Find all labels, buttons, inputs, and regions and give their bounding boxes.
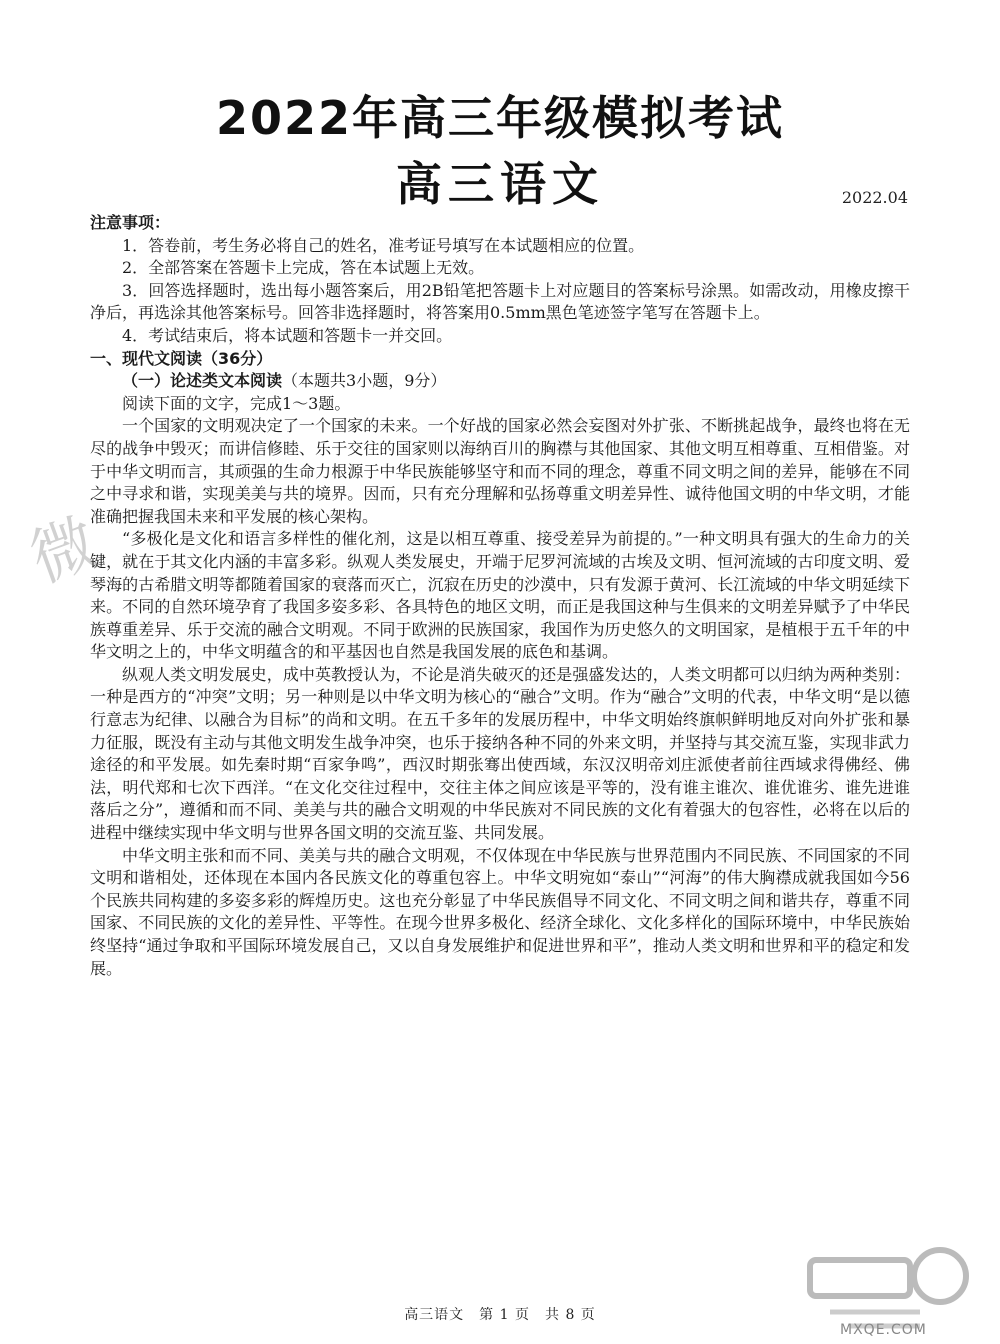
section-title: 一、现代文阅读（36分） — [90, 348, 273, 368]
watermark-char: 微 — [21, 505, 107, 598]
watermark-url: MXQE.COM — [840, 1322, 927, 1338]
exam-subject: 高三语文 — [396, 157, 604, 211]
exam-title: 2022年高三年级模拟考试 — [215, 91, 785, 145]
passage-paragraph: 纵观人类文明发展史，成中英教授认为，不论是消失破灭的还是强盛发达的，人类文明都可以归纳为两种类别：一种是西方的“冲突”文明；另一种则是以中华文明为核心的“融合”文明。作为“融合”文明的代表，中华文明“是以德行意志为纪律、以融合为目标”的尚和文明。在五千多年的发展历程中，中华文明始终旗帜鲜明地反对向外扩张和暴力征服，既没有主动与其他文明发生战争冲突，也乐于接纳各种不同的外来文明，并坚持与其交流互鉴，实现非武力途径的和平发展。如先秦时期“百家争鸣”，西汉时期张骞出使西域，东汉汉明帝刘庄派使者前往西域求得佛经、佛法，明代郑和七次下西洋。“在文化交往过程中，交往主体之间应该是平等的，没有谁主谁次、谁优谁劣、谁先进谁落后之分”，遵循和而不同、美美与共的融合文明观的中华民族对不同民族的文化有着强大的包容性，必将在以后的进程中继续实现中华文明与世界各国文明的交流互鉴、共同发展。 — [90, 664, 910, 843]
passage-paragraph: 中华文明主张和而不同、美美与共的融合文明观，不仅体现在中华民族与世界范围内不同民族、不同国家的不同文明和谐相处，还体现在本国内各民族文化的尊重包容上。中华文明宛如“泰山”“河海”的伟大胸襟成就我国如今56个民族共同构建的多姿多彩的辉煌历史。这也充分彰显了中华民族倡导不同文化、不同文明之间和谐共存，尊重不同国家、不同民族的文化的差异性、平等性。在现今世界多极化、经济全球化、文化多样化的国际环境中，中华民族始终坚持“通过争取和平国际环境发展自己，又以自身发展维护和促进世界和平”，推动人类文明和世界和平的稳定和发展。 — [90, 845, 910, 978]
passage-paragraph: 一个国家的文明观决定了一个国家的未来。一个好战的国家必然会妄图对外扩张、不断挑起战争，最终也将在无尽的战争中毁灭；而讲信修睦、乐于交往的国家则以海纳百川的胸襟与其他国家、其他文明互相尊重、互相借鉴。对于中华文明而言，其顽强的生命力根源于中华民族能够坚守和而不同的理念，尊重不同文明之间的差异，能够在不同之中寻求和谐，实现美美与共的境界。因而，只有充分理解和弘扬尊重文明差异性、诚待他国文明的中华文明，才能准确把握我国未来和平发展的核心架构。 — [90, 416, 910, 526]
passage-paragraph: “多极化是文化和语言多样性的催化剂，这是以相互尊重、接受差异为前提的。”一种文明具有强大的生命力的关键，就在于其文化内涵的丰富多彩。纵观人类发展史，开端于尼罗河流域的古埃及文明、恒河流域的古印度文明、爱琴海的古希腊文明等都随着国家的衰落而灭亡，沉寂在历史的沙漠中，只有发源于黄河、长江流域的中华文明延续下来。不同的自然环境孕育了我国多姿多彩、各具特色的地区文明，而正是我国这种与生俱来的文明差异赋予了中华民族尊重差异、乐于交流的融合文明观。不同于欧洲的民族国家，我国作为历史悠久的文明国家，是植根于五千年的中华文明之上的，中华文明蕴含的和平基因也自然是我国发展的底色和基调。 — [90, 529, 910, 662]
notice-item: 3．回答选择题时，选出每小题答案后，用2B铅笔把答题卡上对应题目的答案标号涂黑。如需改动，用橡皮擦干净后，再选涂其他答案标号。回答非选择题时，将答案用0.5mm黑色笔迹签字笔写在答题卡上。 — [90, 280, 910, 323]
subsection-title — [90, 370, 910, 393]
exam-body — [90, 212, 910, 980]
notice-heading: 注意事项： — [90, 213, 171, 232]
exam-date: 2022.04 — [841, 188, 908, 207]
subsection-title-note: （本题共3小题，9分） — [282, 371, 447, 391]
reading-instruction: 阅读下面的文字，完成1～3题。 — [122, 393, 351, 413]
notice-item: 2．全部答案在答题卡上完成，答在本试题上无效。 — [122, 258, 485, 278]
subsection-title-bold: （一）论述类文本阅读 — [122, 371, 283, 391]
notice-item: 1．答卷前，考生务必将自己的姓名，准考证号填写在本试题相应的位置。 — [122, 235, 645, 255]
notice-item: 4．考试结束后，将本试题和答题卡一并交回。 — [122, 325, 453, 345]
page-footer: 高三语文 第 1 页 共 8 页 — [404, 1307, 596, 1323]
